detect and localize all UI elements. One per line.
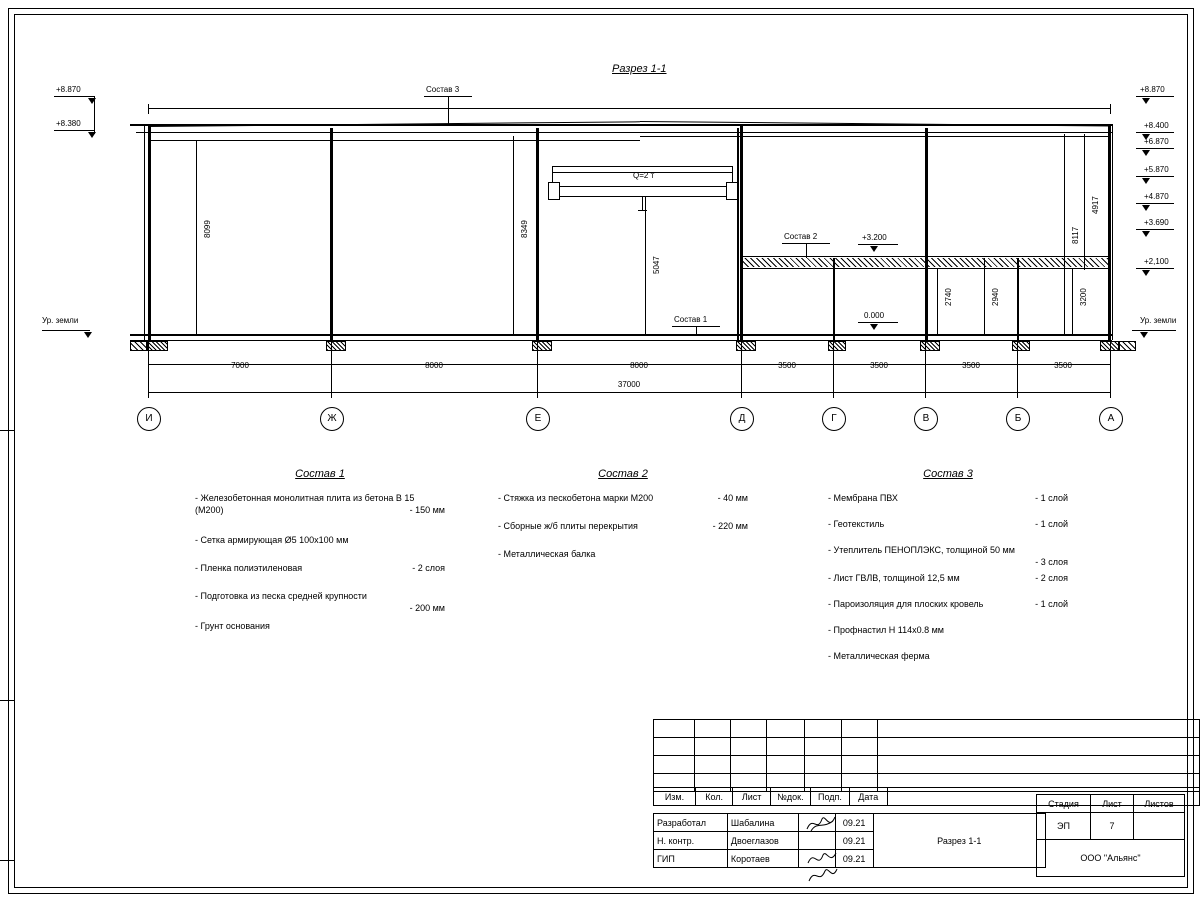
spec-value: - 2 слоя	[412, 563, 445, 573]
spec-row	[828, 492, 1068, 504]
spec-text: - Стяжка из пескобетона марки М200	[498, 493, 654, 503]
spec-value: - 1 слой	[1035, 493, 1068, 503]
callout-sostav-2: Состав 2	[784, 232, 818, 241]
axis-ext	[1110, 340, 1111, 398]
spec-title: Состав 1	[295, 468, 345, 480]
level-marker	[1142, 205, 1150, 211]
level-link	[94, 96, 95, 134]
level-marker	[870, 324, 878, 330]
stamp-header-list: Лист	[733, 788, 771, 806]
spec-row	[195, 492, 445, 516]
spec-row	[195, 590, 445, 613]
level-leader	[858, 244, 898, 245]
level-right-2: +6.870	[1144, 137, 1169, 146]
drawing-title: Разрез 1-1	[612, 63, 667, 75]
level-right-1: +8.400	[1144, 121, 1169, 130]
stamp-header-izm: Изм.	[654, 788, 696, 806]
spec-text: - Профнастил Н 114х0.8 мм	[828, 625, 944, 635]
spec-text: - Металлическая балка	[498, 549, 596, 559]
dim-8000-a: 8000	[425, 361, 443, 370]
section-drawing	[0, 0, 1200, 440]
mezzanine-edge	[742, 256, 743, 269]
spec-sostav-2	[498, 468, 748, 571]
spec-text: - Лист ГВЛВ, толщиной 12,5 мм	[828, 573, 960, 583]
partition-D	[737, 128, 739, 340]
left-wall-line	[144, 124, 145, 340]
stamp-header-data: Дата	[849, 788, 887, 806]
axis-ext	[833, 340, 834, 398]
roof-dim-tick	[148, 104, 149, 114]
dim-3500-b: 3500	[870, 361, 888, 370]
spec-text: - Подготовка из песка средней крупности	[195, 591, 367, 601]
spec-row	[498, 548, 748, 560]
stamp-header-kol: Кол.	[695, 788, 732, 806]
roof-second-line	[136, 132, 1112, 133]
level-marker	[1142, 178, 1150, 184]
vdim-8349: 8349	[520, 220, 529, 238]
stamp-list-header: Лист	[1091, 795, 1134, 813]
dim-7000: 7000	[231, 361, 249, 370]
footing	[736, 341, 756, 351]
ground-label-left: Ур. земли	[42, 316, 79, 325]
spec-text: - Пленка полиэтиленовая	[195, 563, 303, 573]
vdim-line	[645, 196, 646, 335]
vdim-line	[937, 268, 938, 335]
column-V	[925, 128, 928, 340]
level-marker	[1142, 270, 1150, 276]
stamp-date: 09.21	[835, 814, 873, 832]
ground-hatch-right	[1118, 341, 1136, 351]
stamp-role: ГИП	[654, 850, 728, 868]
spec-value: - 150 мм	[409, 505, 445, 515]
spec-title: Состав 2	[598, 468, 648, 480]
ground-label-right: Ур. земли	[1140, 316, 1177, 325]
spec-row	[828, 572, 1068, 584]
stamp-sheet-title: Разрез 1-1	[873, 814, 1045, 868]
stamp-role: Н. контр.	[654, 832, 728, 850]
level-leader	[1136, 148, 1174, 149]
spec-value: - 2 слоя	[1035, 573, 1068, 583]
axis-ext	[331, 340, 332, 398]
callout-leader	[448, 96, 449, 126]
stamp-stage-block	[1036, 794, 1185, 877]
spec-text: - Мембрана ПВХ	[828, 493, 898, 503]
column-A	[1108, 124, 1111, 340]
axis-ext	[925, 340, 926, 398]
level-right-5: +3.690	[1144, 218, 1169, 227]
dim-3500-a: 3500	[778, 361, 796, 370]
right-wall-line	[1112, 124, 1113, 340]
crane-beam-top	[552, 186, 732, 187]
level-leader	[1136, 132, 1174, 133]
axis-bubble-B: Б	[1006, 407, 1030, 431]
mezzanine-hatch	[742, 258, 1110, 267]
spec-row	[498, 492, 748, 504]
level-leader	[54, 130, 94, 131]
spec-text: - Утеплитель ПЕНОПЛЭКС, толщиной 50 мм	[828, 545, 1015, 555]
column-E	[536, 128, 539, 340]
spec-value: - 220 мм	[712, 521, 748, 531]
level-leader	[1136, 203, 1174, 204]
axis-bubble-E: Е	[526, 407, 550, 431]
vdim-line	[1084, 134, 1085, 270]
ground-hatch-left	[130, 341, 148, 351]
spec-row	[828, 650, 1068, 662]
level-leader	[1136, 176, 1174, 177]
axis-ext	[741, 340, 742, 398]
spec-text: - Сетка армирующая Ø5 100х100 мм	[195, 535, 349, 545]
level-leader	[1136, 229, 1174, 230]
level-left-0: +8.870	[56, 85, 81, 94]
callout-leader	[806, 243, 807, 258]
level-right-6: +2,100	[1144, 257, 1169, 266]
callout-sostav-1: Состав 1	[674, 315, 708, 324]
spec-row	[195, 620, 445, 632]
vdim-2940: 2940	[991, 288, 1000, 306]
vdim-2740: 2740	[944, 288, 953, 306]
sheet-edge-tick	[0, 860, 14, 861]
axis-bubble-G: Г	[822, 407, 846, 431]
spec-row	[828, 544, 1068, 567]
spec-value: - 1 слой	[1035, 599, 1068, 609]
spec-sostav-1	[195, 468, 445, 643]
spec-title: Состав 3	[923, 468, 973, 480]
stamp-stage-header: Стадия	[1037, 795, 1091, 813]
spec-row	[828, 518, 1068, 530]
total-dim-line	[148, 392, 1110, 393]
spec-text: - Пароизоляция для плоских кровель	[828, 599, 984, 609]
level-right-0: +8.870	[1140, 85, 1165, 94]
spec-text: - Геотекстиль	[828, 519, 885, 529]
vdim-line	[513, 136, 514, 335]
footing	[532, 341, 552, 351]
level-marker	[1142, 231, 1150, 237]
mezzanine-bottom	[742, 268, 1110, 269]
spec-row	[195, 562, 445, 574]
callout-leader	[696, 326, 697, 336]
spec-text: - Железобетонная монолитная плита из бетона В 15 (М200)	[195, 493, 415, 515]
vdim-4917: 4917	[1091, 196, 1100, 214]
signature-icon	[805, 847, 839, 885]
axis-ext	[537, 340, 538, 398]
stamp-role: Разработал	[654, 814, 728, 832]
revision-grid	[653, 719, 1200, 792]
sheet-edge-tick	[0, 700, 14, 701]
axis-ext	[1017, 340, 1018, 398]
spec-value: - 200 мм	[409, 603, 445, 613]
ground-leader-right	[1132, 330, 1176, 331]
crane-hook-line	[642, 196, 643, 210]
signature-icon	[805, 811, 839, 835]
footing	[326, 341, 346, 351]
level-marker	[1140, 332, 1148, 338]
mezzanine-top	[742, 256, 1110, 257]
spec-value: - 3 слоя	[1035, 557, 1068, 567]
vdim-3200: 3200	[1079, 288, 1088, 306]
ground-leader-left	[42, 330, 90, 331]
crane-trolley-left	[548, 182, 560, 200]
stamp-company: ООО "Альянс"	[1037, 840, 1185, 877]
level-marker	[84, 332, 92, 338]
stamp-sheets-header: Листов	[1134, 795, 1185, 813]
vdim-line	[1072, 268, 1073, 335]
floor-line-2	[130, 340, 1112, 341]
level-leader	[858, 322, 898, 323]
vdim-5047: 5047	[652, 256, 661, 274]
footing	[828, 341, 846, 351]
level-leader	[1136, 96, 1174, 97]
level-leader	[54, 96, 94, 97]
dim-3500-c: 3500	[962, 361, 980, 370]
axis-bubble-A: А	[1099, 407, 1123, 431]
total-dim: 37000	[617, 380, 641, 389]
level-leader	[1136, 268, 1174, 269]
spec-text: - Грунт основания	[195, 621, 270, 631]
level-right-4: +4.870	[1144, 192, 1169, 201]
axis-ext	[148, 340, 149, 398]
vdim-line	[196, 140, 197, 335]
stamp-stage-value: ЭП	[1037, 813, 1091, 840]
column-B	[1017, 258, 1019, 340]
vdim-line	[1064, 134, 1065, 335]
level-inner-1: 0.000	[864, 311, 885, 320]
dim-8000-b: 8000	[630, 361, 648, 370]
roof-dim-tick	[1110, 104, 1111, 114]
stamp-name: Двоеглазов	[727, 832, 798, 850]
stamp-header-podp: Подп.	[810, 788, 849, 806]
stamp-date: 09.21	[835, 850, 873, 868]
vdim-8099: 8099	[203, 220, 212, 238]
stamp-name: Шабалина	[727, 814, 798, 832]
level-inner-0: +3.200	[862, 233, 887, 242]
stamp-header-ndok: №док.	[770, 788, 810, 806]
truss-bottom-right	[640, 136, 1110, 137]
column-I	[148, 124, 151, 340]
crane-load-label: Q=2 т	[633, 171, 655, 180]
stamp-date: 09.21	[835, 832, 873, 850]
spec-text: - Сборные ж/б плиты перекрытия	[498, 521, 638, 531]
level-marker	[1142, 150, 1150, 156]
spec-row	[828, 598, 1068, 610]
callout-sostav-3: Состав 3	[426, 85, 460, 94]
spec-sostav-3	[828, 468, 1068, 673]
spec-row	[828, 624, 1068, 636]
level-left-1: +8.380	[56, 119, 81, 128]
truss-bottom-left	[148, 140, 640, 141]
spec-row	[195, 534, 445, 546]
column-Zh	[330, 128, 333, 340]
spec-value: - 40 мм	[717, 493, 748, 503]
level-right-3: +5.870	[1144, 165, 1169, 174]
axis-bubble-V: В	[914, 407, 938, 431]
axis-bubble-I: И	[137, 407, 161, 431]
stamp-list-value: 7	[1091, 813, 1134, 840]
axis-bubble-Zh: Ж	[320, 407, 344, 431]
footing	[146, 341, 168, 351]
level-marker	[870, 246, 878, 252]
vdim-line	[984, 258, 985, 335]
crane-rail-top	[552, 166, 732, 167]
spec-text: - Металлическая ферма	[828, 651, 930, 661]
floor-line	[130, 334, 1112, 336]
axis-bubble-D: Д	[730, 407, 754, 431]
level-marker	[1142, 98, 1150, 104]
title-block	[653, 719, 1200, 900]
footing	[1012, 341, 1030, 351]
spec-value: - 1 слой	[1035, 519, 1068, 529]
roof-dim-line	[148, 108, 1110, 109]
footing	[920, 341, 940, 351]
vdim-8117: 8117	[1071, 226, 1080, 244]
spec-row	[498, 520, 748, 532]
mezzanine-edge	[1110, 256, 1111, 269]
column-G	[833, 258, 835, 340]
stamp-sheets-value	[1134, 813, 1185, 840]
dim-3500-d: 3500	[1054, 361, 1072, 370]
stamp-name: Коротаев	[727, 850, 798, 868]
column-D	[740, 124, 743, 340]
